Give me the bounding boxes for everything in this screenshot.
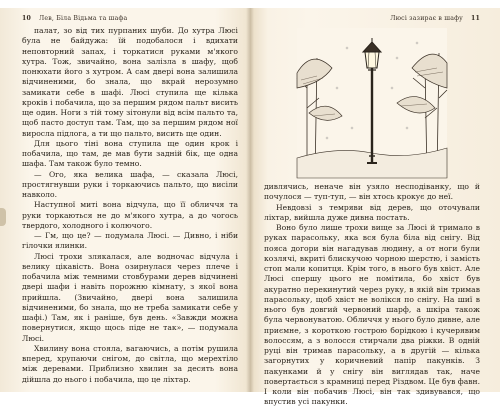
book-spine	[246, 8, 254, 392]
right-page	[250, 8, 500, 407]
page-edge-tab	[0, 208, 6, 226]
left-running-head: Лев, Біла Відьма та шафа	[39, 15, 128, 22]
right-page-number: 11	[470, 15, 480, 22]
paragraph: — Гм, що це? — подумала Люсі. — Дивно, і ніби гілочки ялинки.	[22, 231, 238, 251]
left-page-text	[22, 26, 238, 385]
left-page-number: 10	[22, 15, 32, 22]
right-running-head: Люсі зазирає в шафу	[390, 15, 463, 22]
lamppost-illustration	[264, 28, 480, 178]
paragraph: Для цього тіні вона ступила ще один крок і побачила, що там, де мав бути задній бік, ще одна шафа. Там також було темно.	[22, 138, 238, 169]
paragraph: Наступної миті вона відчула, що її обличчя та руки торкаються не до м'якого хутра, а до чогось твердого, холодного і колючого.	[22, 200, 238, 230]
left-page-header	[22, 14, 238, 26]
paragraph: палат, зо від тих пурпаних шуби. До хутра Люсі була не байдужа: їй подобалося і вдихати неповторний запах, і торкатися руками м'якого хутра. Тож, звичайно, вона залізла в шафу, щоб понюхати його з хутром. А сам двері вона залишила відчиненими, бо знала, що вкрай нерозумно замикати себе в шафі. Люсі ступила ще кілька кроків і побачила, що за першим рядом пальт висить ще один. Ноги з тій тому зітонули від всім пальто та, щоб пасто доступ там. Там, що за першим рядом ної виросла підлога, а ти що пальто, висить ще один.	[22, 26, 238, 138]
right-page-text	[264, 182, 480, 408]
paragraph: — Ого, яка велика шафа, — сказала Люсі, простягнувши руки і торкаючись пальто, що висіли навколо.	[22, 169, 238, 199]
paragraph: Хвилину вона стояла, вагаючись, а потім рушила вперед, хрупаючи снігом, до світла, що мерехтіло між деревами. Приблизно хвилин за десять вона дійшла до нього і побачила, що це ліхтар.	[22, 343, 238, 384]
left-page	[0, 8, 250, 392]
paragraph: дивлячись, неначе він узяло несподіванку, що й почулося — туп-туп, — він хтось крокує до неї.	[264, 182, 480, 202]
paragraph: Воно було лише трохи вище за Люсі й тримало в руках парасольку, яка вся була біла від снігу. Від пояса догори він нагадував людину, а от ноги були козлячі, вкриті блискучою чорною шерстю, і замість стоп мали копитця. Крім того, в нього був хвіст. Але Люсі спершу цього не помітила, бо хвіст був акуратно перекинутий через руку, в якій він тримав парасольку, щоб хвіст не волікся по снігу. На шиї в нього був довгий червоний шарф, а шкіра також була червонуватою. Обличчя у нього було дивне, але приємне, з короткою гострою борідкою і кучерявим волоссям, а з волосся стирчали два ріжки. В одній руці він тримав парасольку, а в другій — кілька загорнутих у коричневий папір пакунків. З пакунками й у снігу він виглядав так, наче повертається з крамниці перед Різдвом. Це був фавн. І коли він побачив Люсі, він так здивувався, що впустив усі пакунки.	[264, 223, 480, 407]
paragraph: Люсі трохи злякалася, але водночас відчула і велику цікавість. Вона озирнулася через плече і побачила між темними стовбурами дерев відчинені двері шафи і навіть порожню кімнату, з якої вона прийшла. (Звичайно, двері вона залишила відчиненими, бо знала, що не треба замикати себе у шафі.) Там, як і раніше, був день. «Завжди можна повернутися, якщо щось піде не так», — подумала Люсі.	[22, 251, 238, 343]
open-book	[0, 8, 500, 407]
right-page-header	[264, 14, 480, 26]
paragraph: Невдовзі з темряви від дерев, що оточували ліхтар, вийшла дуже дивна постать.	[264, 202, 480, 222]
lamppost-in-snowy-wood-drawing	[297, 28, 447, 178]
